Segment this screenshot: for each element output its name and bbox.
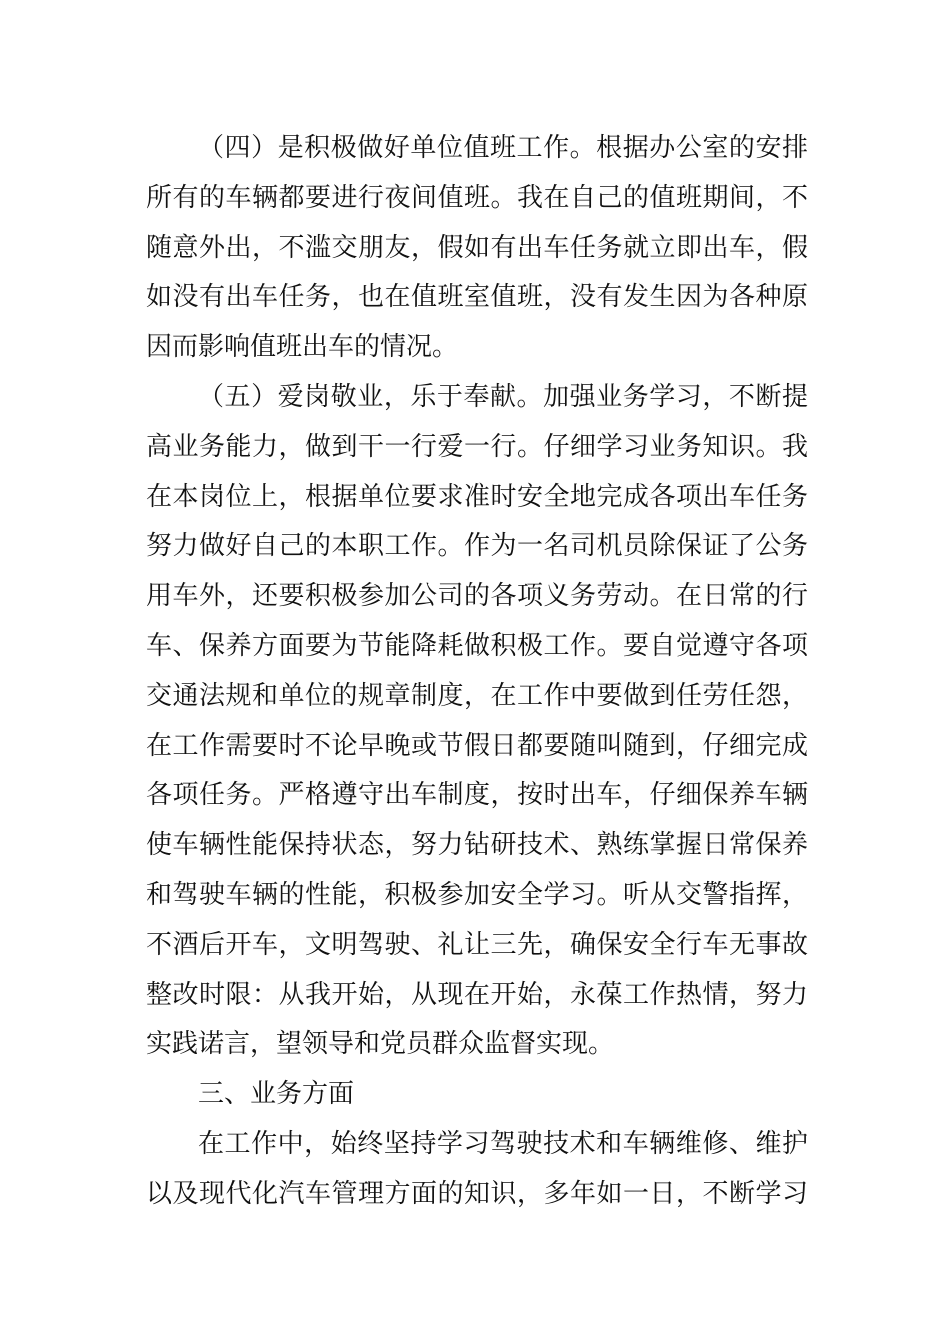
text-line: 高业务能力，做到干一行爱一行。仔细学习业务知识。我	[146, 431, 808, 462]
text-line: 整改时限：从我开始，从现在开始，永葆工作热情，努力	[146, 979, 808, 1010]
text-line: 和驾驶车辆的性能，积极参加安全学习。听从交警指挥，	[146, 879, 808, 910]
section-heading: 三、业务方面	[198, 1079, 355, 1110]
text-line: 不酒后开车，文明驾驶、礼让三先，确保安全行车无事故	[146, 929, 808, 960]
text-line: 随意外出，不滥交朋友，假如有出车任务就立即出车，假	[146, 232, 808, 263]
text-line: （四）是积极做好单位值班工作。根据办公室的安排	[198, 133, 808, 163]
document-body	[146, 124, 808, 1220]
text-line: 在工作需要时不论早晚或节假日都要随叫随到，仔细完成	[146, 730, 808, 761]
text-line: 实践诺言，望领导和党员群众监督实现。	[146, 1029, 615, 1060]
text-line: 以及现代化汽车管理方面的知识，多年如一日，不断学习	[146, 1178, 808, 1209]
text-line: （五）爱岗敬业，乐于奉献。加强业务学习，不断提	[198, 381, 808, 412]
text-line: 交通法规和单位的规章制度，在工作中要做到任劳任怨，	[146, 680, 808, 711]
text-line: 努力做好自己的本职工作。作为一名司机员除保证了公务	[146, 531, 808, 562]
text-line: 因而影响值班出车的情况。	[146, 332, 459, 363]
text-line: 用车外，还要积极参加公司的各项义务劳动。在日常的行	[146, 581, 808, 612]
text-line: 各项任务。严格遵守出车制度，按时出车，仔细保养车辆	[146, 780, 808, 811]
text-line: 在工作中，始终坚持学习驾驶技术和车辆维修、维护	[198, 1128, 808, 1159]
text-line: 使车辆性能保持状态，努力钻研技术、熟练掌握日常保养	[146, 830, 808, 861]
text-line: 车、保养方面要为节能降耗做积极工作。要自觉遵守各项	[146, 630, 808, 661]
text-line: 如没有出车任务，也在值班室值班，没有发生因为各种原	[146, 282, 808, 313]
text-line: 在本岗位上，根据单位要求准时安全地完成各项出车任务	[146, 481, 808, 512]
text-line: 所有的车辆都要进行夜间值班。我在自己的值班期间，不	[146, 182, 808, 213]
